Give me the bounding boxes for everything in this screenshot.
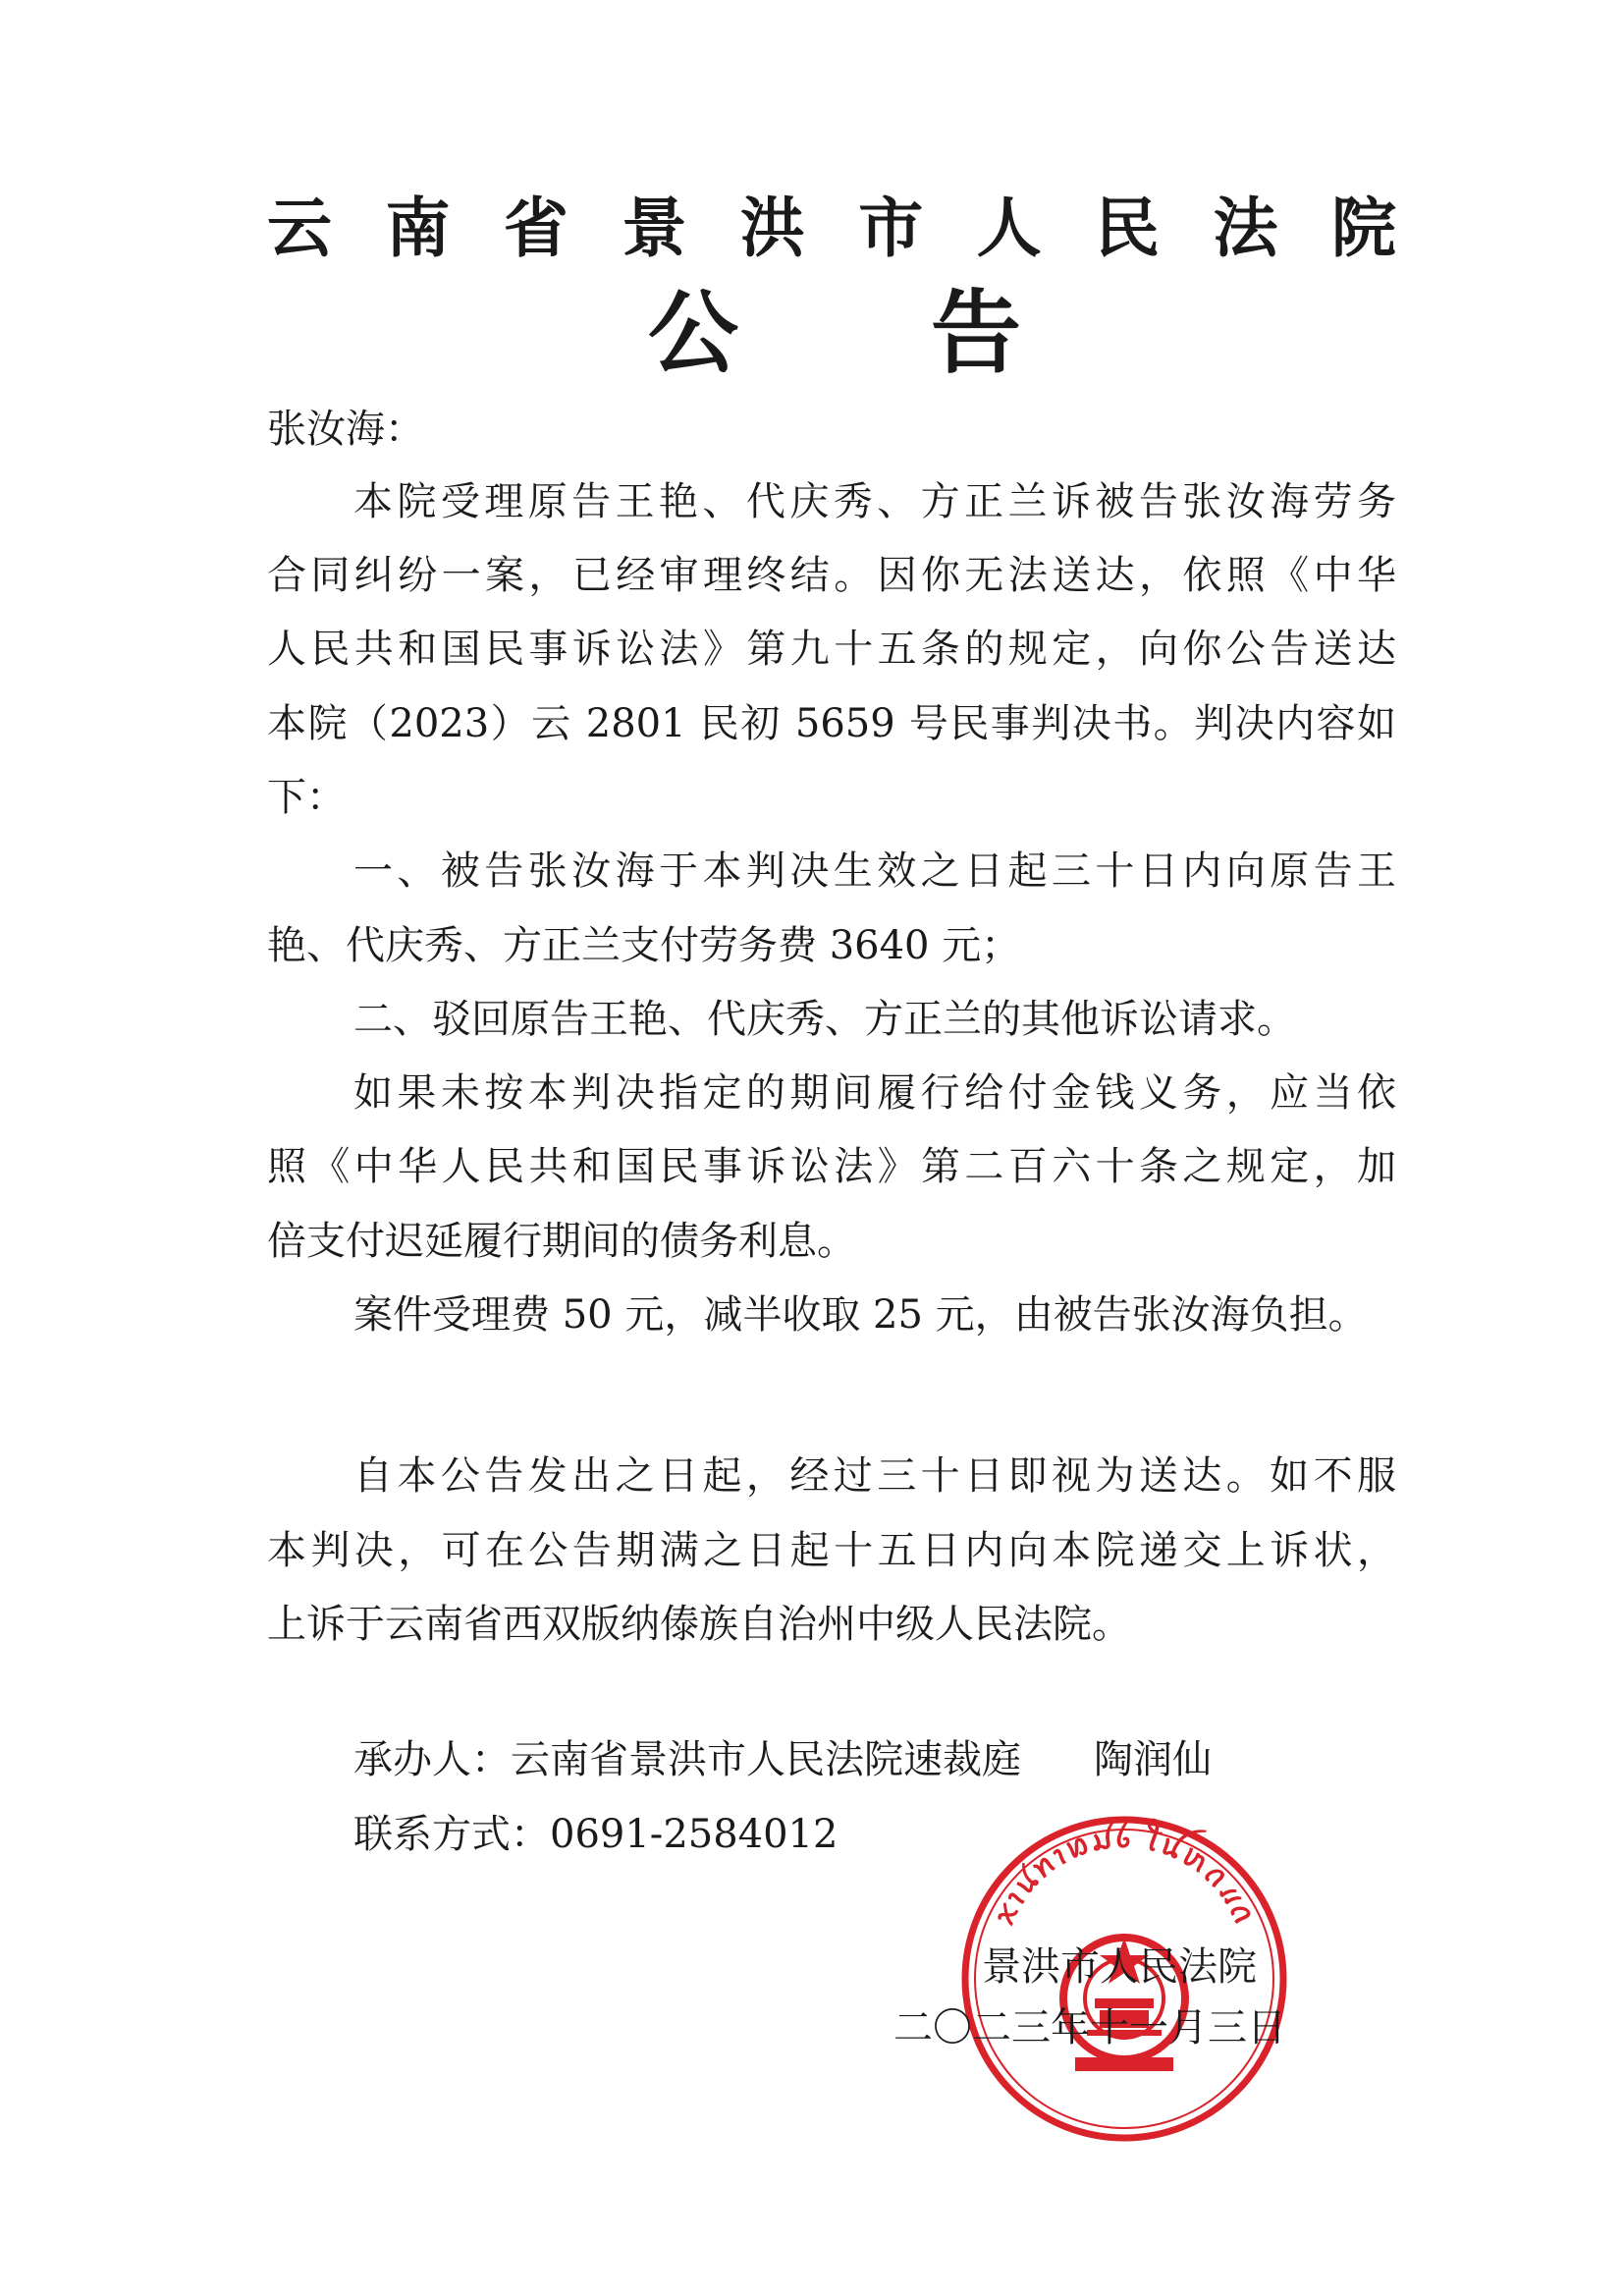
signature-court: 景洪市人民法院 — [982, 1944, 1257, 1990]
paragraph-line: 自本公告发出之日起，经过三十日即视为送达。如不服 — [353, 1453, 1396, 1499]
notice-title — [648, 280, 1021, 388]
court-heading-char: 景 — [622, 191, 687, 266]
paragraph-line: 下： — [267, 775, 346, 820]
addressee: 张汝海： — [267, 407, 424, 452]
judgment-item-2: 二、驳回原告王艳、代庆秀、方正兰的其他诉讼请求。 — [353, 997, 1296, 1042]
paragraph-line: 倍支付迟延履行期间的债务利息。 — [267, 1219, 856, 1264]
paragraph-line: 本院（2023）云 2801 民初 5659 号民事判决书。判决内容如 — [267, 701, 1396, 746]
judgment-item-1-line: 一、被告张汝海于本判决生效之日起三十日内向原告王 — [353, 848, 1396, 894]
phone-number: 0691-2584012 — [550, 1812, 839, 1857]
paragraph-line: 照《中华人民共和国民事诉讼法》第二百六十条之规定，加 — [267, 1144, 1396, 1189]
court-heading-char: 法 — [1213, 191, 1278, 266]
handler-line — [353, 1735, 1212, 1784]
paragraph-line: 如果未按本判决指定的期间履行给付金钱义务，应当依 — [353, 1070, 1396, 1116]
paragraph-line: 人民共和国民事诉讼法》第九十五条的规定，向你公告送达 — [267, 627, 1396, 672]
phone-line — [353, 1810, 838, 1859]
svg-text:ꪎꪱꪙꪀꪱꪭꪣꪉ ꪻꪊꪬꪒꪵꪒ — [987, 1816, 1263, 1931]
fee-line: 案件受理费 50 元，减半收取 25 元，由被告张汝海负担。 — [353, 1292, 1368, 1338]
signature-date: 二〇二三年十一月三日 — [893, 2005, 1286, 2050]
court-heading-char: 洪 — [739, 191, 805, 266]
phone-label: 联系方式： — [353, 1812, 550, 1857]
court-heading-char: 省 — [503, 191, 568, 266]
handler-label: 承办人： — [353, 1737, 511, 1782]
notice-title-char: 告 — [930, 281, 1021, 386]
court-heading-char: 市 — [858, 191, 924, 266]
notice-title-char: 公 — [648, 281, 739, 386]
handler-dept: 云南省景洪市人民法院速裁庭 — [511, 1737, 1021, 1782]
seal-arc-text: ꪎꪱꪙꪀꪱꪭꪣꪉ ꪻꪊꪬꪒꪵꪒ — [986, 1820, 1263, 1931]
paragraph-line: 上诉于云南省西双版纳傣族自治州中级人民法院。 — [267, 1602, 1131, 1647]
paragraph-line: 本院受理原告王艳、代庆秀、方正兰诉被告张汝海劳务 — [353, 479, 1396, 524]
judgment-item-1-line: 艳、代庆秀、方正兰支付劳务费 3640 元； — [267, 923, 1021, 968]
paragraph-line: 合同纠纷一案，已经审理终结。因你无法送达，依照《中华 — [267, 553, 1396, 598]
court-heading-char: 院 — [1330, 191, 1396, 266]
court-heading — [267, 185, 1396, 273]
paragraph-line: 本判决，可在公告期满之日起十五日内向本院递交上诉状， — [267, 1528, 1396, 1573]
court-heading-char: 南 — [385, 191, 451, 266]
handler-name: 陶润仙 — [1094, 1737, 1212, 1782]
court-heading-char: 云 — [267, 191, 332, 266]
court-heading-char: 人 — [976, 191, 1042, 266]
court-heading-char: 民 — [1095, 191, 1161, 266]
